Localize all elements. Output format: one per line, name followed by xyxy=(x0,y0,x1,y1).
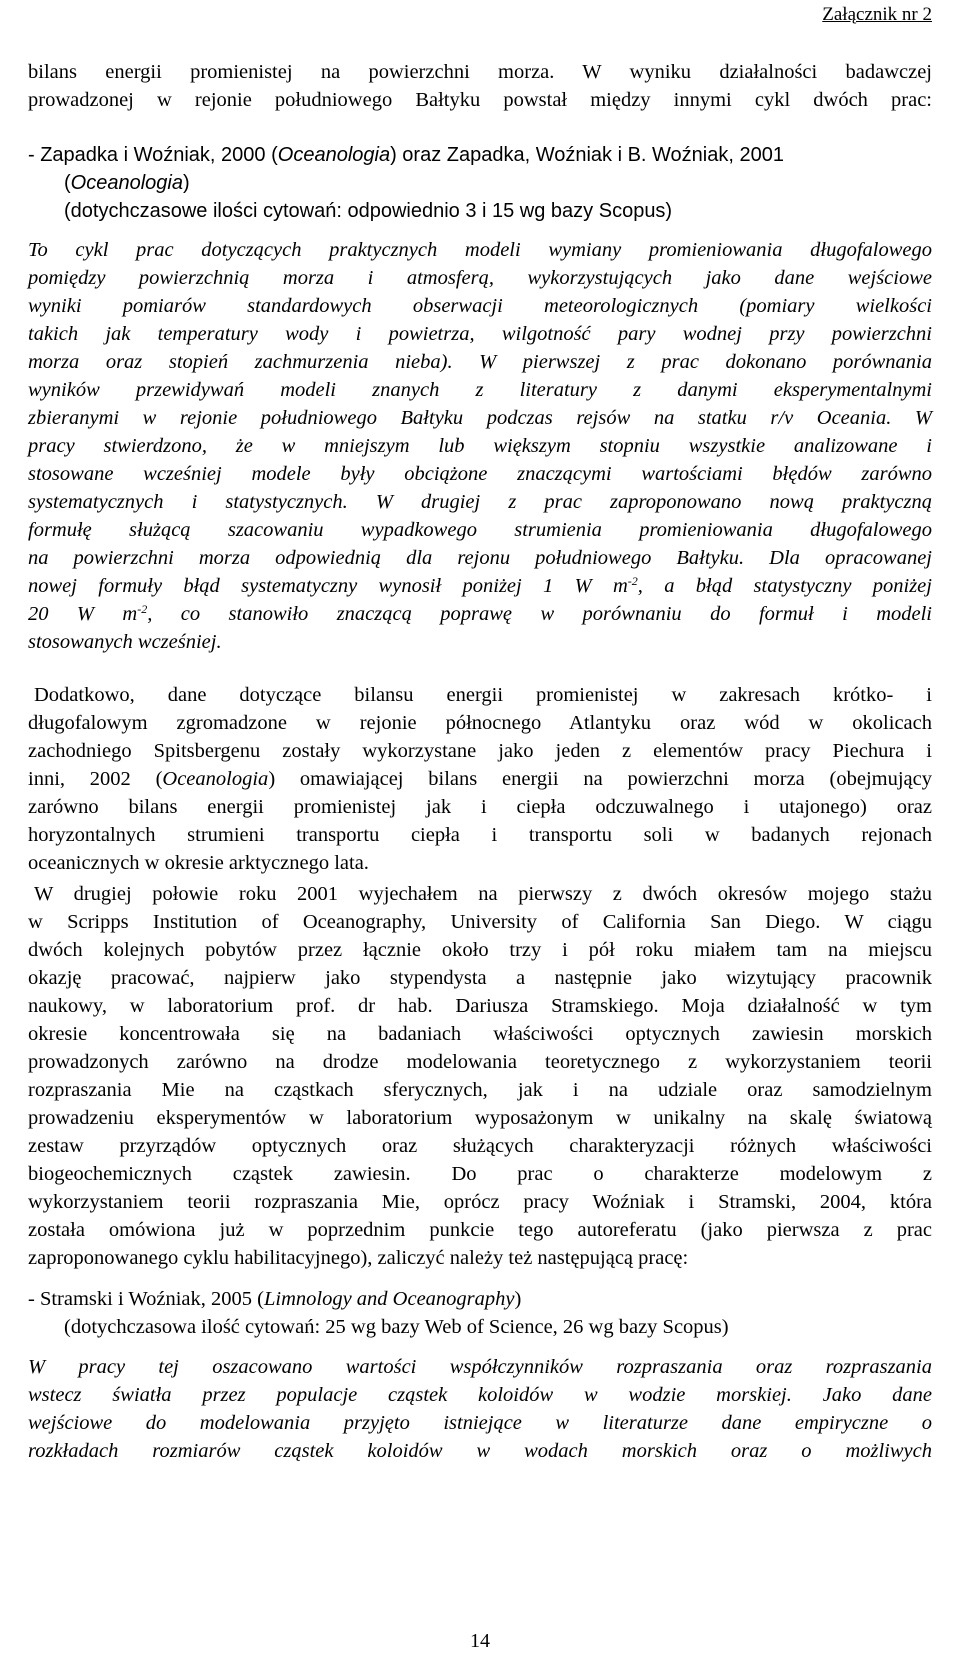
paragraph-3-line: biogeochemicznych cząstek zawiesin. Do prac o charakterze modelowym z xyxy=(28,1163,932,1185)
paragraph-3-line: zestaw przyrządów optycznych oraz służących charakteryzacji różnych właściwości xyxy=(28,1135,932,1157)
paragraph-2-line: Dodatkowo, dane dotyczące bilansu energii promienistej w zakresach krótko- i xyxy=(34,684,932,706)
page-number: 14 xyxy=(470,1630,490,1652)
paragraph-3-line: prowadzeniu eksperymentów w laboratorium wyposażonym w unikalny na skalę światową xyxy=(28,1107,932,1129)
paragraph-3-line: została omówiona już w poprzednim punkcie tego autoreferatu (jako pierwsza z prac xyxy=(28,1219,932,1241)
paragraph-2-line: horyzontalnych strumieni transportu ciepła i transportu soli w badanych rejonach xyxy=(28,824,932,846)
description-1-line: stosowane wcześniej modele były obciążone znaczącymi wartościami błędów zarówno xyxy=(28,463,932,485)
paragraph-3-line: rozpraszania Mie na cząstkach sferycznych, jak i na udziale oraz samodzielnym xyxy=(28,1079,932,1101)
description-1-line: takich jak temperatury wody i powietrza, wilgotność pary wodnej przy powierzchni xyxy=(28,323,932,345)
paragraph-3-line: zaproponowanego cyklu habilitacyjnego), zaliczyć należy też następującą pracę: xyxy=(28,1247,689,1269)
reference-2-citations: (dotychczasowa ilość cytowań: 25 wg bazy Web of Science, 26 wg bazy Scopus) xyxy=(64,1316,729,1338)
paragraph-2-line: zarówno bilans energii promienistej jak i ciepła odczuwalnego i utajonego) oraz xyxy=(28,796,932,818)
paragraph-2-line: inni, 2002 (Oceanologia) omawiającej bilans energii na powierzchni morza (obejmujący xyxy=(28,768,933,790)
description-1-line: systematycznych i statystycznych. W drugiej z prac zaproponowano nową praktyczną xyxy=(28,491,932,513)
paragraph-3-line: naukowy, w laboratorium prof. dr hab. Dariusza Stramskiego. Moja działalność w tym xyxy=(28,995,932,1017)
paragraph-3-line: wykorzystaniem teorii rozpraszania Mie, oprócz pracy Woźniak i Stramski, 2004, która xyxy=(28,1191,932,1213)
paragraph-3-line: okresie koncentrowała się na badaniach właściwości optycznych zawiesin morskich xyxy=(28,1023,932,1045)
reference-1-line-1: - Zapadka i Woźniak, 2000 (Oceanologia) oraz Zapadka, Woźniak i B. Woźniak, 2001 xyxy=(28,144,784,166)
description-1-line: morza oraz stopień zachmurzenia nieba). W pierwszej z prac dokonano porównania xyxy=(28,351,932,373)
description-1-line: wyników przewidywań modeli znanych z literatury z danymi eksperymentalnymi xyxy=(28,379,932,401)
intro-line-2: prowadzonej w rejonie południowego Bałtyku powstał między innymi cykl dwóch prac: xyxy=(28,89,932,111)
paragraph-3-line: okazję pracować, najpierw jako stypendysta a następnie jako wizytujący pracownik xyxy=(28,967,932,989)
reference-1-line-2: (Oceanologia) xyxy=(64,172,190,194)
paragraph-2-line: długofalowym zgromadzone w rejonie północnego Atlantyku oraz wód w okolicach xyxy=(28,712,932,734)
description-1-line: pracy stwierdzono, że w mniejszym lub większym stopniu wszystkie analizowane i xyxy=(28,435,932,457)
description-1-line: wyniki pomiarów standardowych obserwacji meteorologicznych (pomiary wielkości xyxy=(28,295,932,317)
intro-line-1: bilans energii promienistej na powierzchni morza. W wyniku działalności badawczej xyxy=(28,61,932,83)
paragraph-3-line: prowadzonych zarówno na drodze modelowania teoretycznego z wykorzystaniem teorii xyxy=(28,1051,932,1073)
description-1-line: To cykl prac dotyczących praktycznych modeli wymiany promieniowania długofalowego xyxy=(28,239,932,261)
paragraph-3-line: W drugiej połowie roku 2001 wyjechałem na pierwszy z dwóch okresów mojego stażu xyxy=(34,883,932,905)
description-1-line: formułę służącą szacowaniu wypadkowego strumienia promieniowania długofalowego xyxy=(28,519,932,541)
description-2-line: rozkładach rozmiarów cząstek koloidów w wodach morskich oraz o możliwych xyxy=(28,1440,932,1462)
description-1-line: na powierzchni morza odpowiednią dla rejonu południowego Bałtyku. Dla opracowanej xyxy=(28,547,932,569)
description-2-line: wstecz światła przez populacje cząstek koloidów w wodzie morskiej. Jako dane xyxy=(28,1384,932,1406)
description-2-line: wejściowe do modelowania przyjęto istniejące w literaturze dane empiryczne o xyxy=(28,1412,932,1434)
description-1-line: pomiędzy powierzchnią morza i atmosferą, wykorzystujących jako dane wejściowe xyxy=(28,267,932,289)
paragraph-2-line: oceanicznych w okresie arktycznego lata. xyxy=(28,852,369,874)
attachment-label: Załącznik nr 2 xyxy=(822,4,932,25)
description-1-line: stosowanych wcześniej. xyxy=(28,631,222,653)
paragraph-3-line: dwóch kolejnych pobytów przez łącznie około trzy i pół roku miałem tam na miejscu xyxy=(28,939,932,961)
paragraph-2-line: zachodniego Spitsbergenu zostały wykorzystane jako jeden z elementów pracy Piechura i xyxy=(28,740,932,762)
paragraph-3-line: w Scripps Institution of Oceanography, University of California San Diego. W ciągu xyxy=(28,911,932,933)
reference-1-citations: (dotychczasowe ilości cytowań: odpowiednio 3 i 15 wg bazy Scopus) xyxy=(64,200,673,222)
description-2-line: W pracy tej oszacowano wartości współczynników rozpraszania oraz rozpraszania xyxy=(28,1356,932,1378)
description-1-line: nowej formuły błąd systematyczny wynosił poniżej 1 W $m^{-2}$, a błąd statystyczny poniżej xyxy=(28,574,932,597)
reference-2-line-1: - Stramski i Woźniak, 2005 (Limnology and Oceanography) xyxy=(28,1288,522,1310)
description-1-line: 20 W $m^{-2}$, co stanowiło znaczącą poprawę w porównaniu do formuł i modeli xyxy=(28,602,932,625)
description-1-line: zbieranymi w rejonie południowego Bałtyku podczas rejsów na statku r/v Oceania. W xyxy=(28,407,932,429)
